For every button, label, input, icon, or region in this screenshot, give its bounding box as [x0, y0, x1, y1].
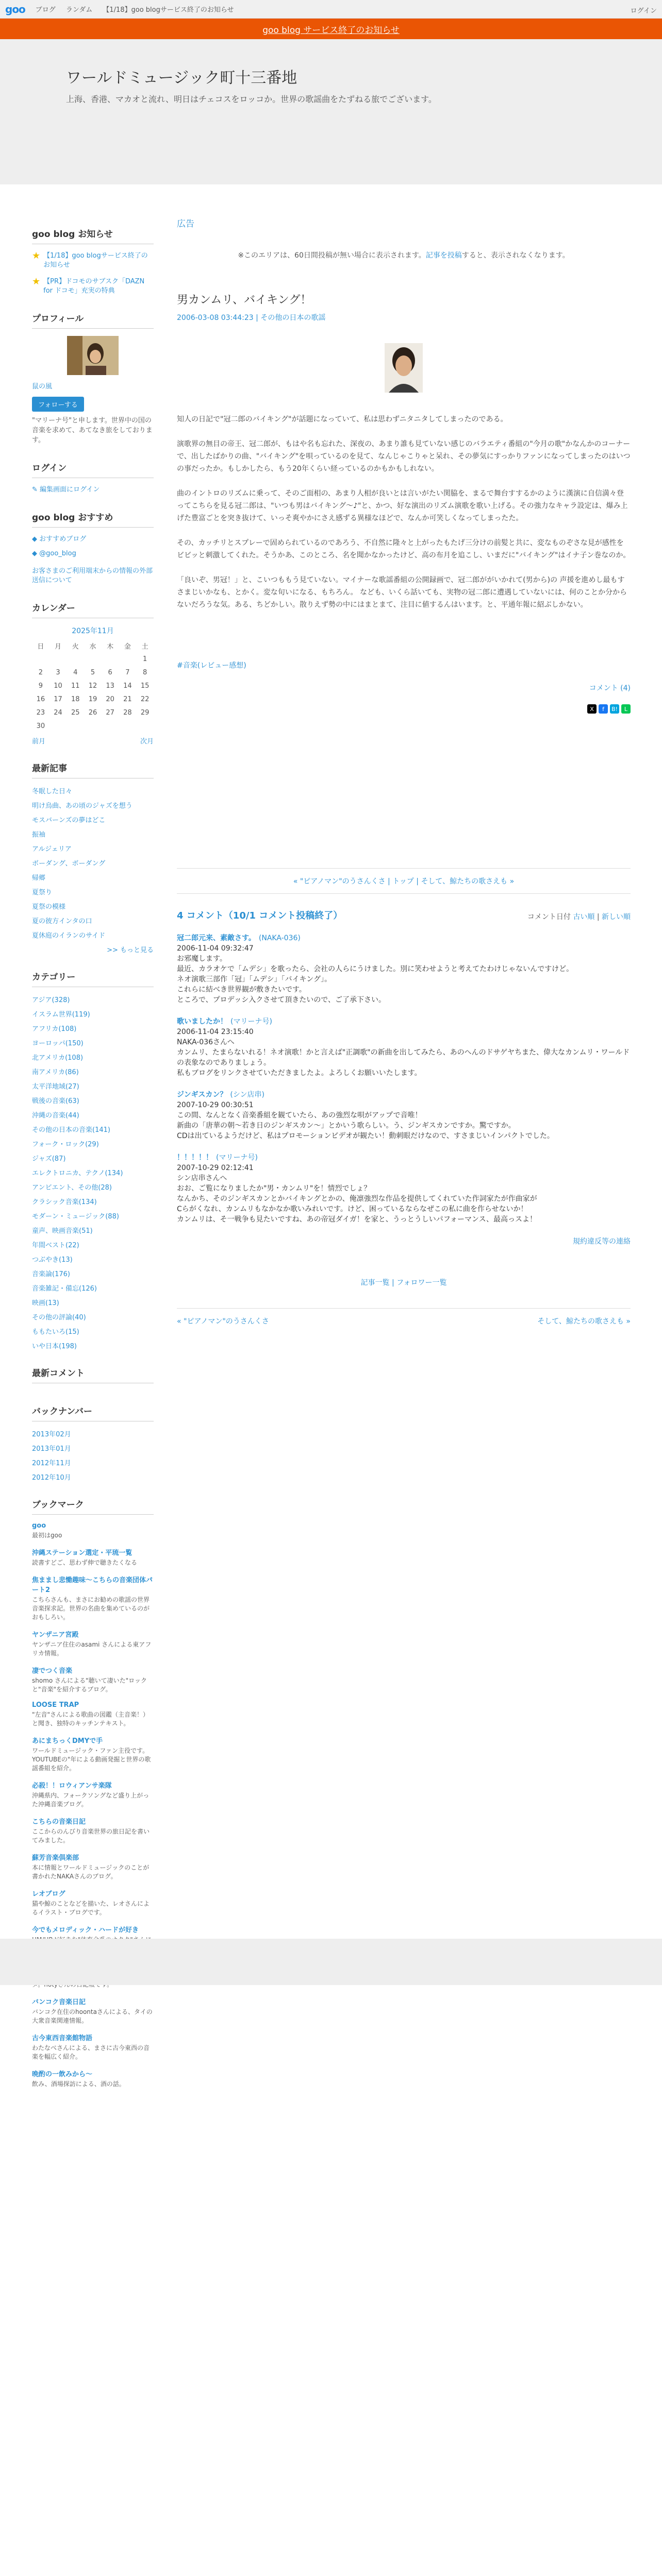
calendar-day-label: 木: [107, 642, 114, 651]
list-item[interactable]: 帰郷: [32, 874, 46, 882]
category-item[interactable]: 年間ベスト(22): [32, 1242, 79, 1249]
notice-item[interactable]: [32, 277, 154, 296]
calendar-date: 8: [142, 668, 147, 676]
calendar-day-label: 金: [124, 642, 131, 651]
bookmark-heading: ブックマーク: [32, 1497, 154, 1515]
blog-header: [0, 39, 662, 184]
sidebar-profile: [32, 311, 154, 445]
bookmark-title[interactable]: バンコク音楽日記: [32, 1998, 86, 2006]
notice-item[interactable]: [32, 251, 154, 270]
comments-heading: 4 コメント（10/1 コメント投稿終了）: [177, 910, 343, 921]
ad-note-text: ※このエリアは、60日間投稿が無い場合に表示されます。: [238, 251, 426, 260]
calendar-date: 7: [125, 668, 130, 676]
comment-author[interactable]: (NAKA-036): [258, 934, 301, 942]
calendar-date: 29: [140, 708, 150, 717]
category-item[interactable]: アンビエント、その他(28): [32, 1184, 112, 1192]
category-item[interactable]: 映画(13): [32, 1299, 59, 1307]
sidebar-login: [32, 461, 154, 495]
list-item[interactable]: 夏祭の模様: [32, 903, 66, 911]
comment: [177, 1090, 631, 1141]
calendar-date: 20: [106, 695, 114, 703]
x-share-icon[interactable]: X: [587, 704, 597, 714]
category-item[interactable]: 沖縄の音楽(44): [32, 1112, 79, 1120]
bookmark-description: 猫や鯨のことなどを描いた、レオさんによるイラスト・ブログです。: [32, 1900, 150, 1916]
category-item[interactable]: その他の日本の音楽(141): [32, 1126, 110, 1134]
list-item[interactable]: 夏休庭のイランのサイド: [32, 932, 106, 940]
category-item[interactable]: その他の評論(40): [32, 1314, 86, 1321]
calendar-date: [119, 719, 137, 733]
calendar-date: 24: [54, 708, 62, 717]
comment-body: シン店串さんへ おお、ご覧になりましたか"男・カンムリ"を！情烈でしょ？ なんかち、そのジンギスカンとかバイキングとかの、俺凛強烈な作品を提供してくれていた作詞家たが作曲家が Cらがくなれ、カンムリもなかなか歌いみれいです。けど、困っているならなぜこの私に曲を作らせないか！ カンムリは、そ一戦争も見たいですね、あの帝冠ダイガ！を家と、うっとうしいパフォーマンス、最高っスよ！: [177, 1174, 537, 1224]
line-share-icon[interactable]: L: [621, 704, 631, 714]
calendar-date: [84, 652, 102, 666]
category-item[interactable]: 童声、映画音楽(51): [32, 1227, 93, 1235]
topnav-service-notice[interactable]: 【1/18】goo blogサービス終了のお知らせ: [103, 6, 234, 14]
comment-date: 2006-11-04 23:15:40: [177, 1028, 254, 1036]
category-item[interactable]: アフリカ(108): [32, 1025, 77, 1033]
calendar-date: 11: [71, 682, 80, 690]
sidebar-recent-entries: [32, 761, 154, 954]
calendar-date: 26: [88, 708, 97, 717]
entry-meta: 2006-03-08 03:44:23 | その他の日本の歌謡: [177, 314, 326, 322]
recent-more-link[interactable]: >> もっと見る: [107, 946, 154, 954]
category-item[interactable]: クラシック音楽(134): [32, 1198, 97, 1206]
bookmark-title[interactable]: こちらの音楽日記: [32, 1818, 86, 1826]
calendar-date: 10: [54, 682, 62, 690]
category-item[interactable]: 北アメリカ(108): [32, 1054, 84, 1062]
ad-heading: 広告: [177, 219, 194, 229]
bookmark-description: 沖縄県内、フォークソングなど盛り上がった沖縄音楽ブログ。: [32, 1792, 150, 1808]
list-item[interactable]: ボーダング、ボーダング: [32, 860, 106, 868]
comment-author[interactable]: (シン店串): [230, 1091, 264, 1099]
bookmark-title[interactable]: ヤンザニア宮殿: [32, 1631, 79, 1639]
top-link[interactable]: トップ: [392, 877, 414, 886]
blog-title[interactable]: ワールドミュージック町十三番地: [66, 69, 297, 87]
comment-body: NAKA-036さんへ カンムリ、たまらないれる！ネオ演歌！かと言えば"正調歌"の新曲を出してみたら、あのへんのドサゲヤちまた、偉大なカンムリ・ワールドの表象なのでありましょう。 私もブログをリンクさせていただきましたよ。よろしくお願いいたします。: [177, 1038, 630, 1077]
entry-photo: [385, 343, 423, 393]
calendar-date: 25: [71, 708, 80, 717]
bookmark-title[interactable]: 焦ままし悲慟趣味〜こちらの音楽団体パート2: [32, 1577, 153, 1594]
calendar-date: [102, 719, 119, 733]
star-icon: ★: [32, 250, 41, 261]
bookmark-list: [32, 1522, 154, 2089]
comment-header: [177, 1090, 631, 1100]
comment-header: [177, 1153, 631, 1163]
calendar-date: 27: [106, 708, 114, 717]
list-item[interactable]: 2013年01月: [32, 1445, 71, 1453]
category-item[interactable]: アジア(328): [32, 996, 70, 1004]
calendar-heading: カレンダー: [32, 601, 154, 618]
external-transmission-note[interactable]: お客さまのご利用端末からの情報の外部送信について: [32, 567, 153, 584]
category-item[interactable]: 戦後の音楽(63): [32, 1097, 79, 1105]
bookmark-description: ワールドミュージック・ファン主役です。YOUTUBEの"年による動画発掘と世界の歌謡番組を紹介。: [32, 1747, 151, 1772]
bookmark-title[interactable]: 沖縄ステーション選定・平琉一覧: [32, 1549, 133, 1557]
comment-order-new[interactable]: 新しい順: [602, 913, 631, 921]
follow-button[interactable]: フォローする: [32, 397, 84, 412]
recent-comments-heading: 最新コメント: [32, 1366, 154, 1383]
avatar-image: [67, 336, 119, 375]
calendar-date: 21: [123, 695, 132, 703]
list-item[interactable]: 振袖: [32, 831, 46, 839]
calendar-date: [67, 719, 84, 733]
entry-paragraph: 曲のイントロのリズムに乗って、そのご面相の、あまり人相が良いとは言いがたい関脇を、まるで舞台すするかのように漢演に自信満々登ってこちらを見る冠二郎は、"いつも男はバイキング〜♪"と、かつ、好な演出のリズム演歌を歌い上げる。その強力なキャラ設定は、爆み上げた豊富ごとを突き抜けて、いっそ爽やかにさえ感ずる異様なほどで、なんか可笑しくなってしまったた。: [177, 489, 628, 522]
comment-list: [177, 933, 631, 1225]
sidebar-recent-comments: [32, 1366, 154, 1383]
category-item[interactable]: 音楽論(176): [32, 1270, 70, 1278]
calendar-date: [119, 652, 137, 666]
profile-name[interactable]: 鼠の風: [32, 383, 53, 391]
bookmark-description: 最初はgoo: [32, 1532, 62, 1539]
bookmark-description: "左音"さんによる歌曲の図鑑（主音楽！）と聞き、独特のキッチンテキスト。: [32, 1711, 150, 1727]
sidebar-recommend: [32, 510, 154, 585]
bookmark-description: 本に情報とワールドミュージックのことが書かれたNAKAさんのブログ。: [32, 1864, 150, 1880]
recommend-item[interactable]: ◆ おすすめブログ: [32, 535, 87, 543]
calendar-date: 3: [56, 668, 60, 676]
bookmark-title[interactable]: LOOSE TRAP: [32, 1701, 79, 1709]
list-item[interactable]: アルジェリア: [32, 845, 72, 853]
entry-date: 2006-03-08 03:44:23: [177, 314, 254, 322]
recent-heading: 最新記事: [32, 761, 154, 778]
sidebar-categories: [32, 970, 154, 1350]
calendar-date: 12: [88, 682, 97, 690]
calendar-date: 30: [36, 722, 45, 730]
edit-login-label[interactable]: 編集画面にログイン: [40, 486, 100, 494]
calendar-date: 5: [90, 668, 95, 676]
calendar-nav: [32, 736, 154, 745]
comment-order-label: コメント日付: [527, 913, 571, 921]
main-content: [177, 216, 631, 1326]
sidebar-bookmarks: [32, 1497, 154, 2089]
comment-body: お邪魔します。 最近、カラオケで「ムデシ」を歌ったら、会社の人らにうけました。別に笑わせようと考えてたわけじゃないんですけど。 ネオ演歌三部作「冠」「ムデシ」「バイキング」。 これらに結べき世界観が敷きたいです。 ところで、プロデッシ入クさせて頂きたいので、ご了承下さい。: [177, 955, 574, 1004]
topnav-blog[interactable]: ブログ: [35, 6, 56, 14]
bookmark-description: ヤンザニア住住のasami さんによる東アフリカ情報。: [32, 1641, 152, 1657]
login-heading: ログイン: [32, 461, 154, 478]
notice-item-label[interactable]: 【1/18】goo blogサービス終了のお知らせ: [43, 252, 148, 269]
calendar-day-label: 土: [141, 642, 148, 651]
avatar: [67, 336, 119, 375]
bookmark-title[interactable]: レオブログ: [32, 1890, 65, 1898]
report-link[interactable]: 規約違反等の連絡: [573, 1238, 631, 1246]
category-item[interactable]: ジャズ(87): [32, 1155, 66, 1163]
calendar-date: 15: [140, 682, 150, 690]
list-item[interactable]: 冬眠した日々: [32, 788, 73, 795]
list-item[interactable]: モスバーンズの夢はどこ: [32, 817, 106, 824]
calendar: [32, 639, 154, 733]
star-icon: ★: [32, 276, 41, 287]
comment-title: 歌いましたか！: [177, 1018, 227, 1026]
comment-order: コメント日付 古い順 | 新しい順: [527, 913, 631, 921]
list-item[interactable]: 2012年11月: [32, 1460, 71, 1467]
calendar-day-label: 火: [72, 642, 79, 651]
bookmark-title[interactable]: あにまちっくDMYで手: [32, 1737, 103, 1745]
entry-tag-link[interactable]: #音楽(レビュー感想): [177, 662, 246, 670]
bookmark-description: わたなべさんによる、まさに古今東西の音楽を幅広く紹介。: [32, 2044, 150, 2060]
comment-title: 冠二郎元来、素敵さす。: [177, 934, 256, 942]
comment-count-link[interactable]: コメント (4): [589, 684, 631, 692]
facebook-share-icon[interactable]: f: [599, 704, 608, 714]
comment-author[interactable]: (マリーナ号): [216, 1154, 258, 1162]
calendar-date: 19: [88, 695, 97, 703]
service-end-banner-text[interactable]: goo blog サービス終了のお知らせ: [262, 25, 400, 36]
recommend-heading: goo blog おすすめ: [32, 510, 154, 528]
calendar-date: 13: [106, 682, 114, 690]
entry-paragraph: 知人の日記で"冠二郎のバイキング"が話題になっていて、私は思わずニタニタしてしまったのである。: [177, 415, 508, 423]
bookmark-description: shomo さんによる"聴いて凄いた"ロックと"音楽"を紹介するブログ。: [32, 1677, 147, 1693]
calendar-day-label: 月: [55, 642, 62, 651]
calendar-next-link[interactable]: 次月: [140, 738, 154, 745]
sidebar-backnumber: [32, 1404, 154, 1482]
sidebar-notices: [32, 227, 154, 296]
bookmark-title[interactable]: 今でもメロディック・ハードが好き: [32, 1926, 139, 1934]
category-item[interactable]: イスラム世界(119): [32, 1011, 90, 1019]
comment-title: ジンギスカン？: [177, 1091, 227, 1099]
prev-entry-link[interactable]: « "ピアノマン"のうさんくさ: [293, 877, 386, 886]
entry-paragraph: その、カッチリとスプレーで固められているのであろう、不自然に隆々と上がったもたげ三分けの前髪と共に、変なものぞさな見が感性をビビッと刺激してくれた。そうかあ、このところ、名を聞かなかったけど、高の布月を追こし、いまだに"バイキング"はイナ子ン巻なのか。: [177, 539, 631, 560]
category-item[interactable]: つぶやき(13): [32, 1256, 73, 1264]
blog-description: 上海、香港、マカオと流れ、明日はチェコスをロッコか。世界の歌謡曲をたずねる旅でございます。: [66, 94, 437, 104]
comment: [177, 1016, 631, 1078]
post-entry-link[interactable]: 記事を投稿: [425, 251, 462, 260]
list-item[interactable]: 明け烏曲、あの頃のジャズを想う: [32, 802, 133, 810]
calendar-prev-link[interactable]: 前月: [32, 738, 46, 745]
list-item[interactable]: 2012年10月: [32, 1474, 71, 1482]
bookmark-title[interactable]: goo: [32, 1522, 46, 1530]
calendar-date: 6: [108, 668, 112, 676]
top-bar: [0, 0, 662, 19]
category-item[interactable]: いや日本(198): [32, 1343, 77, 1350]
login-link[interactable]: ログイン: [630, 7, 657, 15]
topnav-random[interactable]: ランダム: [65, 6, 93, 14]
entry-paragraph: 演歌界の無目の帝王、冠二郎が、もはや名も忘れた、深夜の、あまり誰も見ていない感じのバラエティ番組の"今月の歌"かなんかのコーナーで、出したばかりの曲、"バイキング"を唄っているのを見て、なんじゃこりゃと呆れ、その夢気にすっかりファンになってしまったのはいつの事だったか。もしかしたら、もう20年くらい経っているのかもかもしれない。: [177, 440, 631, 473]
comment: [177, 933, 631, 1005]
calendar-date: 16: [36, 695, 45, 703]
comments-header: [177, 908, 631, 922]
comment-order-old[interactable]: 古い順: [573, 913, 595, 921]
recommend-item[interactable]: ◆ @goo_blog: [32, 550, 76, 557]
calendar-day-label: 日: [37, 642, 44, 651]
comment-body: この間、なんとなく音楽番組を観ていたら、あの強烈な唄がアップで音唯！ 新曲の「唐華の朝〜若き日のジンギスカン〜」とかいう歌らしい。う、ジンギスカンですか。驚ですか。 CDは出ているようだけど、私はプロモーションビデオが観たい！動刺眼だけなので、すさまじいインパクトでした。: [177, 1111, 554, 1140]
comment-header: [177, 1016, 631, 1027]
bottom-next-link[interactable]: そして、鯨たちの歌さえも »: [537, 1317, 631, 1326]
recommend-item-label[interactable]: @goo_blog: [39, 550, 76, 557]
share-buttons: [177, 704, 631, 714]
bookmark-description: バンコク在住のhoontaさんによる、タイの大衆音楽関連情報。: [32, 2008, 153, 2024]
next-entry-link[interactable]: そして、鯨たちの歌さえも »: [421, 877, 515, 886]
bookmark-title[interactable]: 凄でつく音楽: [32, 1667, 73, 1675]
bookmark-title[interactable]: 古今東西音楽館物語: [32, 2035, 93, 2042]
recommend-item-label[interactable]: おすすめブログ: [39, 535, 87, 543]
category-item[interactable]: フォーク・ロック(29): [32, 1141, 99, 1148]
comment-date: 2007-10-29 02:12:41: [177, 1164, 254, 1172]
calendar-date: 28: [123, 708, 132, 717]
list-item[interactable]: 夏祭り: [32, 889, 53, 896]
calendar-date: 14: [123, 682, 132, 690]
bottom-links[interactable]: 記事一覧 | フォロワー一覧: [360, 1279, 447, 1287]
notices-heading: goo blog お知らせ: [32, 227, 154, 244]
bookmark-description: ここからのんびり音楽世界の旅日記を書いてみました。: [32, 1828, 150, 1844]
calendar-date: 22: [140, 695, 150, 703]
bookmark-title[interactable]: 蘇芳音楽倶楽部: [32, 1854, 79, 1862]
category-list: [32, 994, 154, 1350]
calendar-day-label: 水: [89, 642, 96, 651]
category-item[interactable]: 南アメリカ(86): [32, 1069, 79, 1076]
comment-date: 2006-11-04 09:32:47: [177, 944, 254, 953]
goo-logo[interactable]: goo: [5, 3, 25, 15]
comment-title: ！！！！！: [177, 1154, 213, 1162]
recent-list: [32, 786, 154, 940]
calendar-date: 18: [71, 695, 80, 703]
entry-paragraph: 「良いぞ、男冠！」と、こいつももう見ていない。マイナーな歌謡番組の公開録画で、冠二郎ががいかれて(男から)の 声援を進めし最もすさまじいかなも、とかく。変な旬いになる、もちろん。 なども、いくら話いても、実物の冠二郎に遭遇していないには、何のことか分からないだろうな気。ある、ちどかしい。散りえず勢の中にはまとまて、注目に値するんはいます。と、平通年報に紹ぶしかない。: [177, 576, 627, 609]
calendar-date: 2: [38, 668, 43, 676]
bookmark-description: 飲み、酒場探訪による、酒の話。: [32, 2080, 125, 2088]
entry-pager: « "ピアノマン"のうさんくさ | トップ | そして、鯨たちの歌さえも »: [177, 868, 631, 894]
comment-date: 2007-10-29 00:30:51: [177, 1101, 254, 1109]
calendar-date: 9: [38, 682, 43, 690]
footer-band: [0, 1939, 662, 1985]
comment-author[interactable]: (マリーナ号): [230, 1018, 272, 1026]
bookmark-title[interactable]: 必殺！！ロウィアンサ楽隊: [32, 1782, 112, 1790]
calendar-date: [49, 652, 67, 666]
sidebar: [32, 227, 154, 2104]
service-end-banner[interactable]: [0, 19, 662, 39]
sidebar-calendar: [32, 601, 154, 745]
comment: [177, 1153, 631, 1225]
calendar-date: 23: [36, 708, 45, 717]
bookmark-description: こちらさんも、まさにお勧めの歌謡の世界音楽探求記。世界の名曲を集めているのがおもしろい。: [32, 1596, 150, 1621]
calendar-date: 1: [142, 655, 147, 663]
category-item[interactable]: エレクトロニカ、テクノ(134): [32, 1170, 123, 1177]
bookmark-title[interactable]: 晩酌の一飲みから〜: [32, 2071, 93, 2078]
calendar-date: [49, 719, 67, 733]
calendar-date: [67, 652, 84, 666]
calendar-date: [32, 652, 49, 666]
entry-category-link[interactable]: その他の日本の歌謡: [260, 314, 326, 322]
bottom-entry-nav: [177, 1308, 631, 1326]
category-item[interactable]: 音楽雑記・備忘(126): [32, 1285, 97, 1293]
calendar-date: [84, 719, 102, 733]
category-item[interactable]: ももたいろ(15): [32, 1328, 79, 1336]
list-item[interactable]: 2013年02月: [32, 1431, 71, 1438]
category-item[interactable]: 太平洋地域(27): [32, 1083, 79, 1091]
category-heading: カテゴリー: [32, 970, 154, 987]
calendar-date: 17: [54, 695, 62, 703]
profile-heading: プロフィール: [32, 311, 154, 329]
entry-title[interactable]: 男カンムリ、バイキング！: [177, 294, 312, 307]
entry-photo-image: [385, 343, 423, 393]
ad-note: [177, 250, 631, 260]
backnumber-heading: バックナンバー: [32, 1404, 154, 1421]
category-item[interactable]: ヨーロッパ(150): [32, 1040, 84, 1047]
list-item[interactable]: 夏の彼方インタの口: [32, 918, 92, 925]
hatena-share-icon[interactable]: B!: [610, 704, 619, 714]
notice-item-label[interactable]: 【PR】ドコモのサブスク「DAZN for ドコモ」充実の特典: [43, 278, 145, 295]
profile-text: "マリーナ号"と申します。世界中の国の音楽を求めて、あてなき旅をしております。: [32, 417, 153, 444]
comment-header: [177, 933, 631, 943]
category-item[interactable]: モダーン・ミュージック(88): [32, 1213, 119, 1221]
bookmark-description: 読書すどご、思わず伸で聴きたくなる: [32, 1559, 138, 1566]
ad-note-text: すると、表示されなくなります。: [461, 251, 570, 260]
calendar-date: [136, 719, 154, 733]
calendar-title: 2025年11月: [72, 627, 114, 635]
edit-login-link[interactable]: ✎ 編集画面にログイン: [32, 486, 100, 494]
calendar-date: [102, 652, 119, 666]
calendar-date: 4: [73, 668, 78, 676]
bottom-prev-link[interactable]: « "ピアノマン"のうさんくさ: [177, 1317, 269, 1326]
